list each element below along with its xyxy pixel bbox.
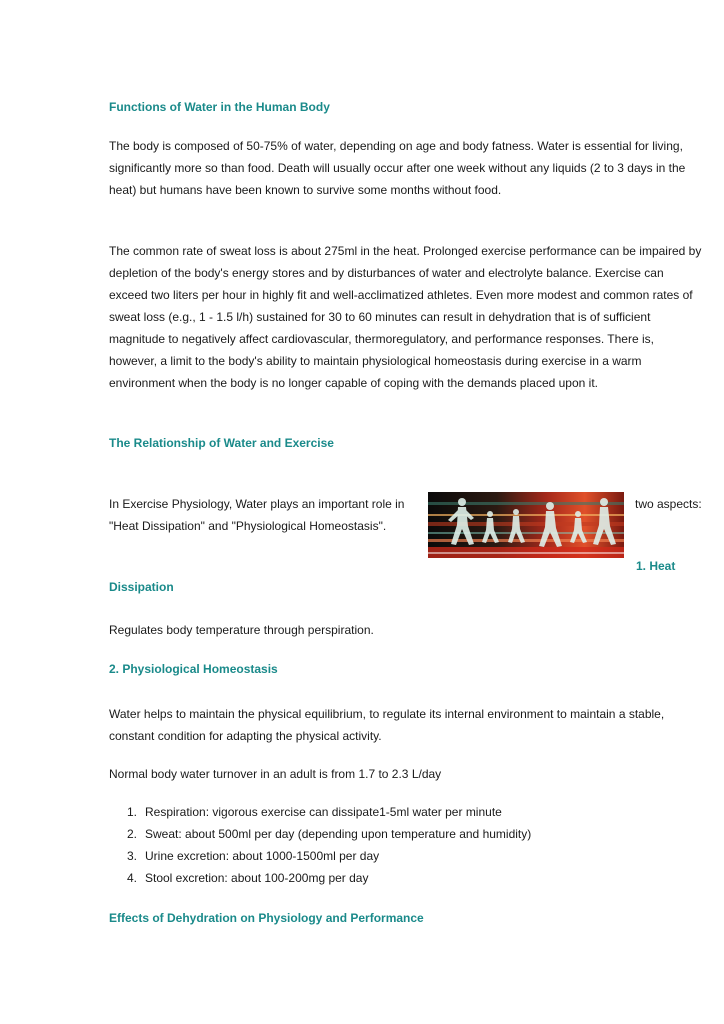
heat-dissipation-text: Regulates body temperature through perspiration. [109,623,374,637]
text-line: constant condition for adapting the physical activity. [109,729,382,743]
paragraph-sweat-loss [109,240,719,394]
list-text: Urine excretion: about 1000-1500ml per day [145,849,380,863]
list-item [109,801,709,823]
text-line: The common rate of sweat loss is about 275ml in the heat. Prolonged exercise performance can be impaired by [109,244,702,258]
text-line: exceed two liters per hour in highly fit and well-acclimatized athletes. Even more modest and common rates of [109,288,693,302]
list-number: 1. [126,805,137,819]
list-item [109,823,709,845]
list-item [109,867,709,889]
list-text: Stool excretion: about 100-200mg per day [145,871,369,885]
homeostasis-paragraph [109,703,719,747]
list-number: 4. [126,871,137,885]
runners-image [428,492,624,558]
runners-illustration [428,492,624,558]
text-line: heat) but humans have been known to survive some months without food. [109,183,502,197]
water-loss-list [109,801,709,889]
water-turnover-text: Normal body water turnover in an adult is from 1.7 to 2.3 L/day [109,767,442,781]
text-line: however, a limit to the body's ability to maintain physiological homeostasis during exercise in a warm [109,354,642,368]
intro-text-left-1: In Exercise Physiology, Water plays an important role in [109,497,405,511]
list-number: 2. [126,827,137,841]
list-text: Sweat: about 500ml per day (depending upon temperature and humidity) [145,827,532,841]
list-number: 3. [126,849,137,863]
list-text: Respiration: vigorous exercise can dissipate1-5ml water per minute [145,805,502,819]
text-line: significantly more so than food. Death will usually occur after one week without any liquids (2 to 3 days in the [109,161,686,175]
subheading-homeostasis: 2. Physiological Homeostasis [109,662,278,676]
subheading-heat-part1: 1. Heat [636,559,676,573]
text-line: magnitude to negatively affect cardiovascular, thermoregulatory, and performance responses. There is, [109,332,654,346]
section-heading-dehydration: Effects of Dehydration on Physiology and Performance [109,911,424,925]
text-line: depletion of the body's energy stores and by disturbances of water and electrolyte balance. Exercise can [109,266,664,280]
text-line: environment when the body is no longer capable of coping with the demands placed upon it. [109,376,598,390]
section-heading-relationship: The Relationship of Water and Exercise [109,436,334,450]
intro-text-right-1: two aspects: [635,497,702,511]
paragraph-body-composition [109,135,719,201]
text-line: The body is composed of 50-75% of water, depending on age and body fatness. Water is essential for living, [109,139,683,153]
subheading-heat-part2: Dissipation [109,580,174,594]
section-heading-functions: Functions of Water in the Human Body [109,100,330,114]
text-line: sweat loss (e.g., 1 - 1.5 l/h) sustained for 30 to 60 minutes can result in dehydration that is of sufficient [109,310,651,324]
text-line: Water helps to maintain the physical equilibrium, to regulate its internal environment to maintain a stable, [109,707,665,721]
intro-text-left-2: "Heat Dissipation" and "Physiological Homeostasis". [109,519,387,533]
list-item [109,845,709,867]
